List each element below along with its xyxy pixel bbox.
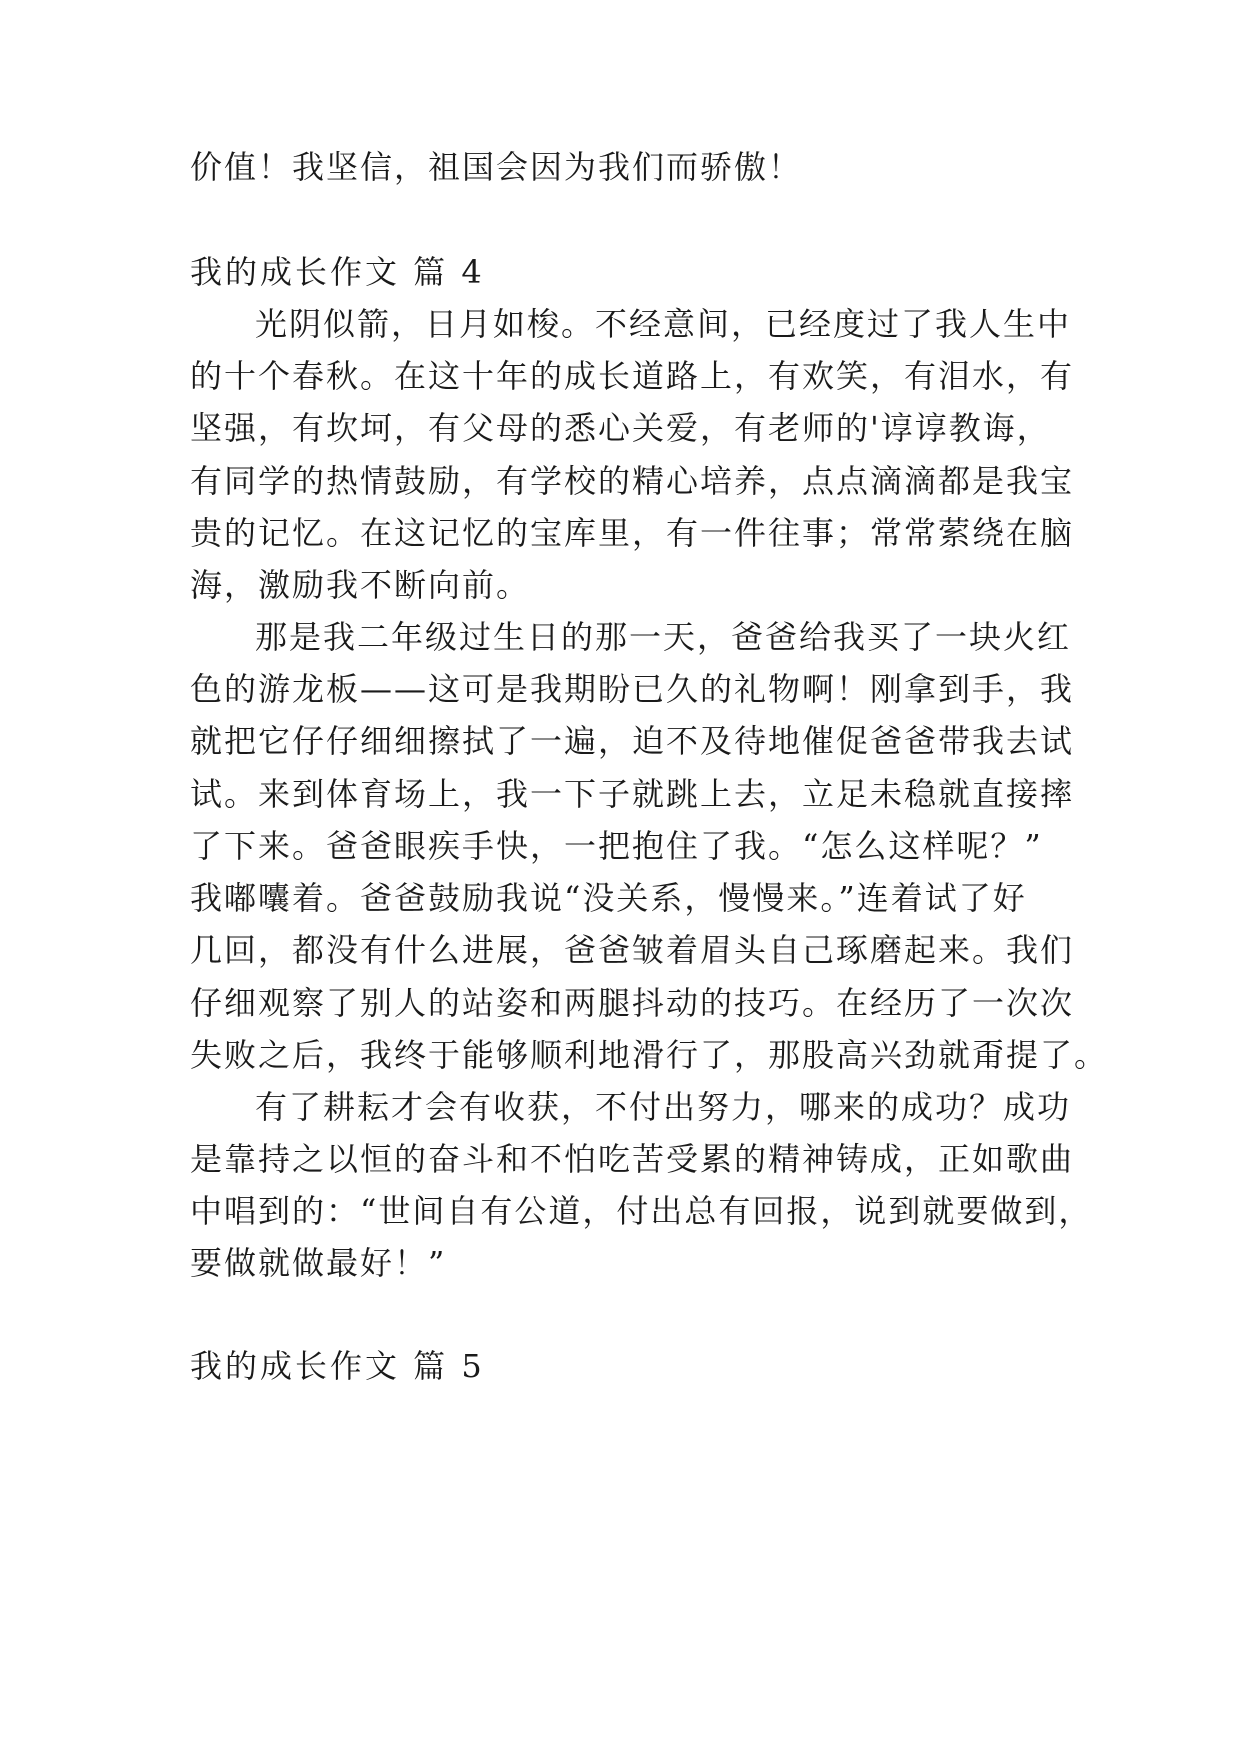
text-line: 光阴似箭，日月如梭。不经意间，已经度过了我人生中	[255, 305, 1072, 343]
text-line: 失败之后，我终于能够顺利地滑行了，那股高兴劲就甭提了。	[190, 1036, 1109, 1074]
text-line: 是靠持之以恒的奋斗和不怕吃苦受累的精神铸成，正如歌曲	[190, 1140, 1075, 1178]
text-line: 的十个春秋。在这十年的成长道路上，有欢笑，有泪水，有	[190, 357, 1075, 395]
text-line: 要做就做最好！”	[190, 1244, 447, 1282]
text-line: 试。来到体育场上，我一下子就跳上去，立足未稳就直接摔	[190, 775, 1075, 813]
text-line: 有同学的热情鼓励，有学校的精心培养，点点滴滴都是我宝	[190, 462, 1075, 500]
text-line: 几回，都没有什么进展，爸爸皱着眉头自己琢磨起来。我们	[190, 931, 1075, 969]
section-heading: 我的成长作文 篇 5	[190, 1347, 485, 1385]
text-line: 海，激励我不断向前。	[190, 566, 531, 604]
text-line: 我嘟囔着。爸爸鼓励我说“没关系，慢慢来。”连着试了好	[190, 879, 1027, 917]
text-line: 色的游龙板——这可是我期盼已久的礼物啊！刚拿到手，我	[190, 670, 1075, 708]
text-line: 中唱到的：“世间自有公道，付出总有回报，说到就要做到，	[190, 1192, 1093, 1230]
text-line: 了下来。爸爸眼疾手快，一把抱住了我。“怎么这样呢？”	[190, 827, 1043, 865]
text-line: 有了耕耘才会有收获，不付出努力，哪来的成功？成功	[255, 1088, 1072, 1126]
text-line: 价值！我坚信，祖国会因为我们而骄傲！	[190, 148, 803, 186]
text-line: 坚强，有坎坷，有父母的悉心关爱，有老师的'谆谆教诲，	[190, 409, 1051, 447]
section-heading: 我的成长作文 篇 4	[190, 253, 485, 291]
text-line: 就把它仔仔细细擦拭了一遍，迫不及待地催促爸爸带我去试	[190, 722, 1075, 760]
text-line: 那是我二年级过生日的那一天，爸爸给我买了一块火红	[255, 618, 1072, 656]
text-line: 仔细观察了别人的站姿和两腿抖动的技巧。在经历了一次次	[190, 984, 1075, 1022]
text-line: 贵的记忆。在这记忆的宝库里，有一件往事；常常萦绕在脑	[190, 514, 1075, 552]
